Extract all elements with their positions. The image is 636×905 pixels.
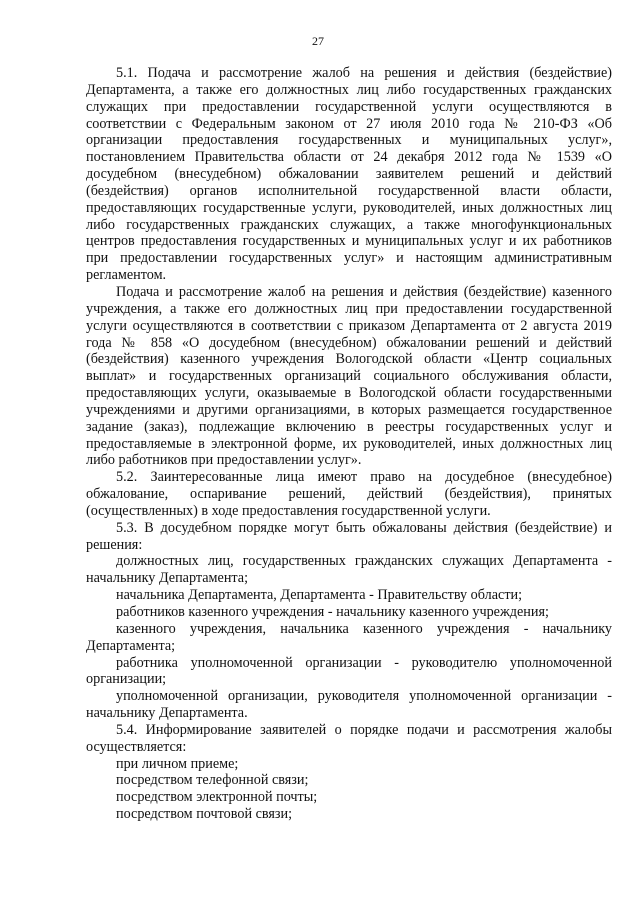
list-item: посредством телефонной связи; xyxy=(116,772,309,789)
document-body xyxy=(86,65,612,823)
list-item: посредством электронной почты; xyxy=(116,789,318,806)
list-item: начальника Департамента, Департамента - Правительству области; xyxy=(116,587,523,604)
list-item: уполномоченной организации, руководителя уполномоченной организации - начальнику Департамента. xyxy=(86,688,612,722)
page-number: 27 xyxy=(312,34,324,48)
paragraph-5-3: 5.3. В досудебном порядке могут быть обжалованы действия (бездействие) и решения: xyxy=(86,519,612,553)
list-item: посредством почтовой связи; xyxy=(116,806,293,823)
list-item: казенного учреждения, начальника казенного учреждения - начальнику Департамента; xyxy=(86,620,612,654)
paragraph-5-4: 5.4. Информирование заявителей о порядке подачи и рассмотрения жалобы осуществляется: xyxy=(86,721,612,755)
paragraph-5-2: 5.2. Заинтересованные лица имеют право на досудебное (внесудебное) обжалование, оспаривание решений, действий (бездействия), принятых (осуществленных) в ходе предоставления государственной услуги. xyxy=(86,469,612,519)
list-item: работника уполномоченной организации - руководителю уполномоченной организации; xyxy=(86,654,612,688)
list-item: работников казенного учреждения - начальнику казенного учреждения; xyxy=(116,604,549,620)
paragraph-5-1: 5.1. Подача и рассмотрение жалоб на решения и действия (бездействие) Департамента, а также его должностных лиц либо государственных гражданских служащих при предоставлении государственной услуги осуществляются в соответствии с Федеральным законом от 27 июля 2010 года № 210-ФЗ «Об организации предоставления государственных и муниципальных услуг», постановлением Правительства области от 24 декабря 2012 года № 1539 «О досудебном (внесудебном) обжаловании заявителем решений и действий (бездействия) органов исполнительной государственной власти области, предоставляющих государственные услуги, руководителей, иных должностных лиц либо государственных гражданских служащих, а также многофункциональных центров предоставления государственных и муниципальных услуг и их работников при предоставлении государственных услуг» и настоящим административным регламентом. xyxy=(86,65,612,284)
list-item: должностных лиц, государственных гражданских служащих Департамента - начальнику Департамента; xyxy=(86,553,612,587)
paragraph-5-1-second: Подача и рассмотрение жалоб на решения и действия (бездействие) казенного учреждения, а также его должностных лиц при предоставлении государственной услуги осуществляются в соответствии с приказом Департамента от 2 августа 2019 года № 858 «О досудебном (внесудебном) обжаловании решений и действий (бездействия) казенного учреждения Вологодской области «Центр социальных выплат» и государственных организаций социального обслуживания области, предоставляющих услуги, оказываемые в Вологодской области государственными учреждениями и другими организациями, в которых размещается государственное задание (заказ), подлежащие включению в реестры государственных услуг и предоставляемые в электронной форме, их руководителей, иных должностных лиц либо работников при предоставлении услуг». xyxy=(86,283,612,469)
list-item: при личном приеме; xyxy=(116,755,239,772)
